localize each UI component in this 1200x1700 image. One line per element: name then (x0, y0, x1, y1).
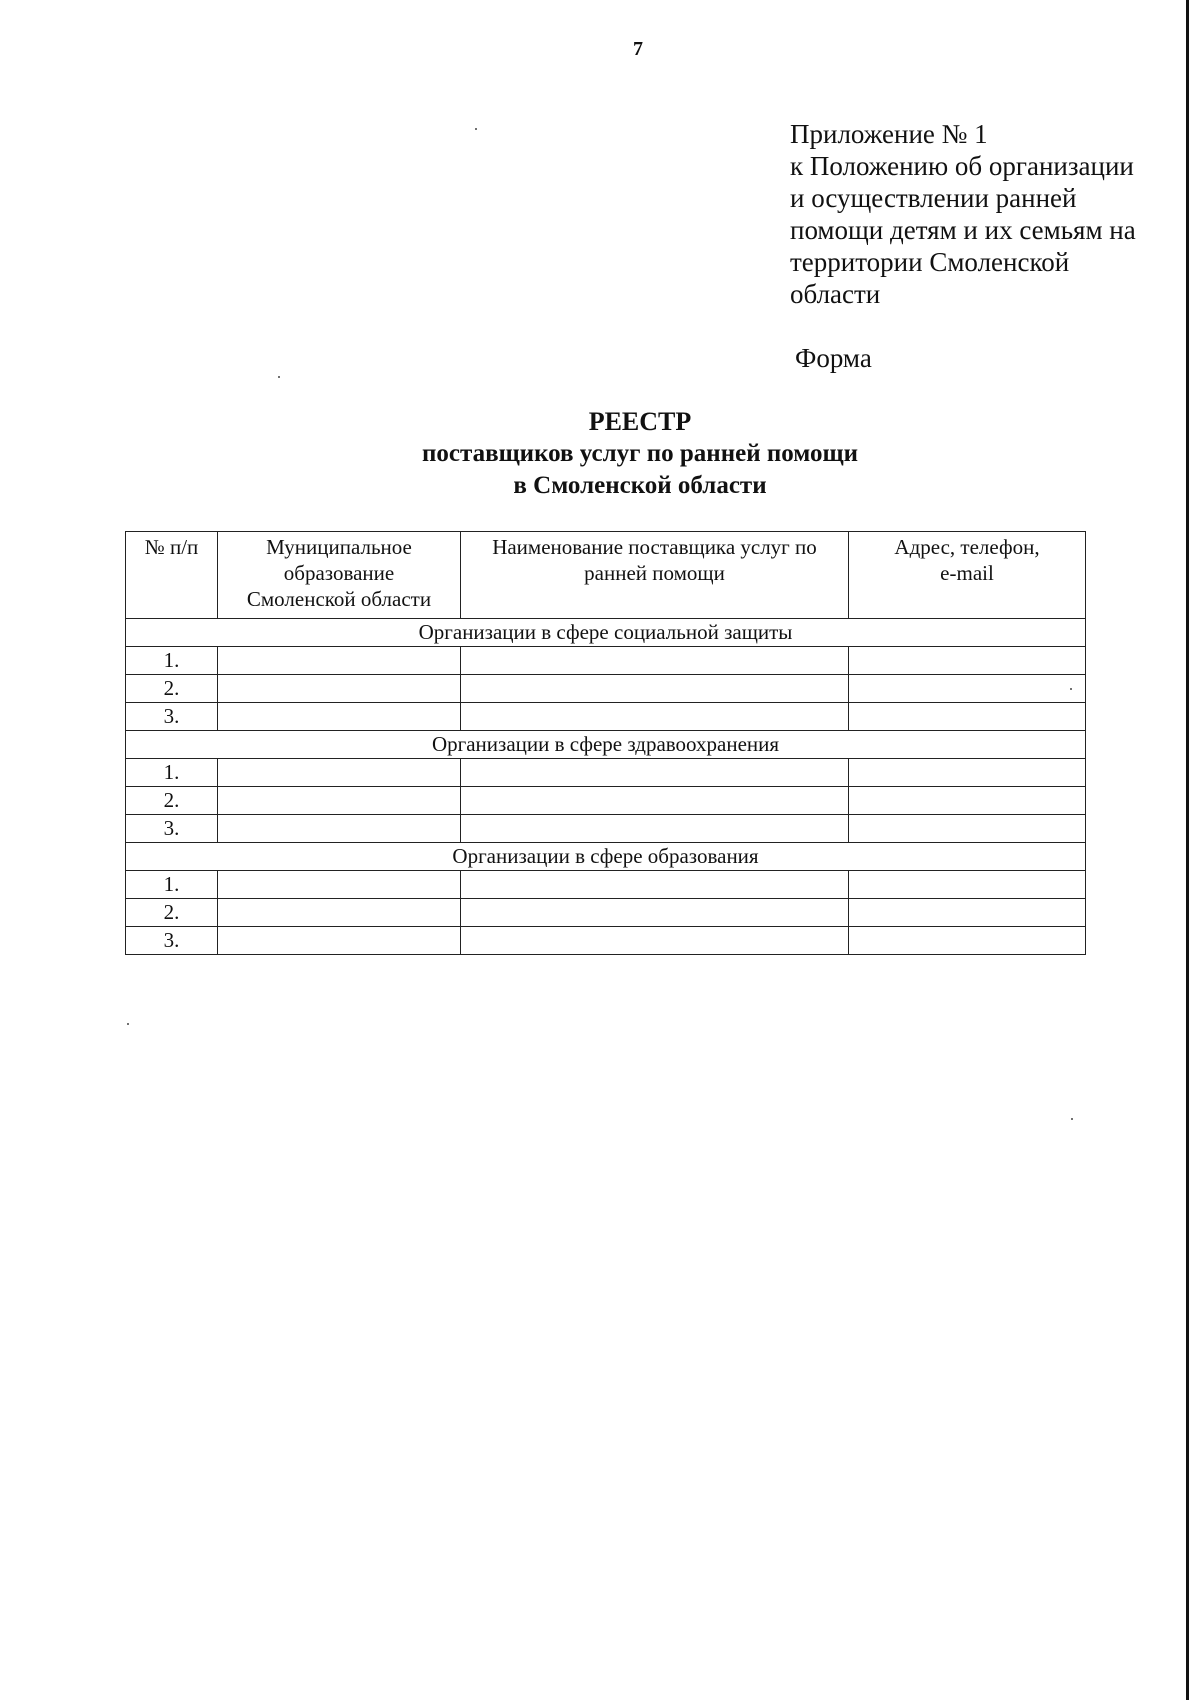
cell-municipality (218, 787, 461, 815)
header-provider-name: Наименование поставщика услуг по ранней помощи (461, 532, 849, 619)
row-number: 3. (126, 815, 218, 843)
cell-provider-name (461, 647, 849, 675)
table-row (126, 899, 1086, 927)
cell-address (849, 815, 1086, 843)
scan-speck (278, 376, 280, 378)
table-row (126, 815, 1086, 843)
title-line: поставщиков услуг по ранней помощи (421, 440, 858, 467)
scan-speck (127, 1023, 129, 1025)
table-row (126, 871, 1086, 899)
appendix-line: области (790, 279, 881, 309)
section-title: Организации в сфере социальной защиты (126, 619, 1086, 647)
cell-address (849, 871, 1086, 899)
cell-provider-name (461, 927, 849, 955)
cell-address (849, 759, 1086, 787)
cell-municipality (218, 899, 461, 927)
header-municipality: Муниципальное образование Смоленской области (218, 532, 461, 619)
cell-municipality (218, 703, 461, 731)
section-row (126, 731, 1086, 759)
section-row (126, 843, 1086, 871)
table-row (126, 927, 1086, 955)
row-number: 1. (126, 871, 218, 899)
cell-municipality (218, 871, 461, 899)
table-row (126, 675, 1086, 703)
cell-address (849, 927, 1086, 955)
scan-speck (1071, 1118, 1073, 1120)
table-row (126, 787, 1086, 815)
cell-address (849, 647, 1086, 675)
appendix-line: к Положению об организации (790, 151, 1134, 181)
row-number: 1. (126, 647, 218, 675)
cell-provider-name (461, 787, 849, 815)
appendix-line: и осуществлении ранней (790, 183, 1077, 213)
section-row (126, 619, 1086, 647)
row-number: 1. (126, 759, 218, 787)
cell-provider-name (461, 759, 849, 787)
table-row (126, 647, 1086, 675)
appendix-line: помощи детям и их семьям на (790, 215, 1136, 245)
row-number: 2. (126, 675, 218, 703)
appendix-note (790, 118, 1170, 310)
cell-provider-name (461, 815, 849, 843)
row-number: 2. (126, 899, 218, 927)
form-label: Форма (795, 343, 872, 373)
page-number: 7 (633, 38, 643, 60)
cell-address (849, 703, 1086, 731)
cell-municipality (218, 927, 461, 955)
registry-table (125, 531, 1086, 955)
cell-address (849, 899, 1086, 927)
row-number: 2. (126, 787, 218, 815)
row-number: 3. (126, 927, 218, 955)
table-row (126, 759, 1086, 787)
cell-municipality (218, 759, 461, 787)
row-number: 3. (126, 703, 218, 731)
scan-speck (475, 128, 477, 130)
title-line: в Смоленской области (513, 472, 767, 499)
title-main: РЕЕСТР (588, 407, 692, 436)
cell-municipality (218, 647, 461, 675)
cell-municipality (218, 815, 461, 843)
cell-provider-name (461, 703, 849, 731)
appendix-line: территории Смоленской (790, 247, 1070, 277)
table-header-row (126, 532, 1086, 619)
document-title (125, 406, 1155, 502)
header-address: Адрес, телефон, e-mail (849, 532, 1086, 619)
page-edge-line (1186, 0, 1189, 1700)
cell-provider-name (461, 899, 849, 927)
cell-municipality (218, 675, 461, 703)
header-number: № п/п (126, 532, 218, 619)
cell-address (849, 675, 1086, 703)
table-row (126, 703, 1086, 731)
cell-provider-name (461, 675, 849, 703)
cell-provider-name (461, 871, 849, 899)
appendix-line: Приложение № 1 (790, 119, 988, 149)
cell-address (849, 787, 1086, 815)
section-title: Организации в сфере образования (126, 843, 1086, 871)
section-title: Организации в сфере здравоохранения (126, 731, 1086, 759)
